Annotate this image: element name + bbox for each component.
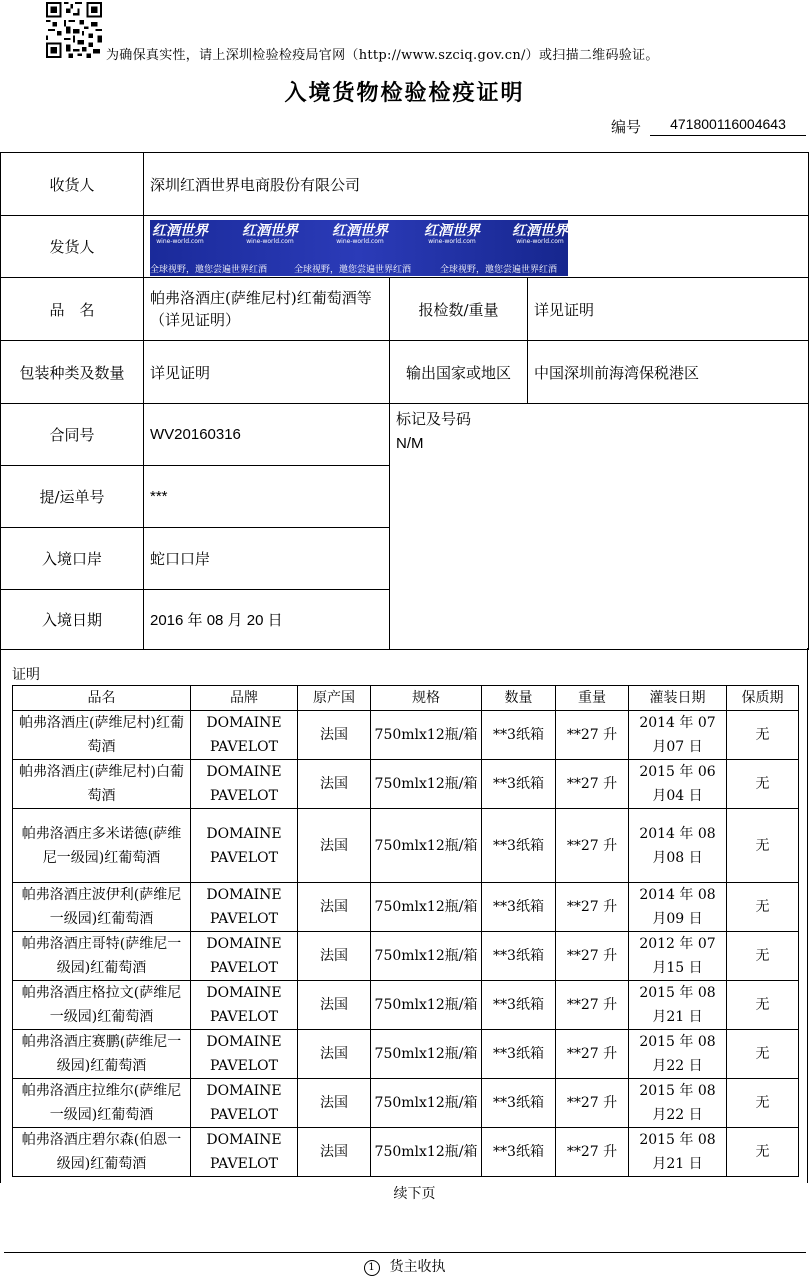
- item-quantity: **3纸箱: [482, 1079, 556, 1128]
- marks-label: 标记及号码: [396, 410, 472, 428]
- item-name: 帕弗洛酒庄赛鹏(萨维尼一级园)红葡萄酒: [13, 1030, 191, 1079]
- table-row: [13, 1079, 799, 1128]
- item-weight: **27 升: [556, 981, 629, 1030]
- item-name: 帕弗洛酒庄拉维尔(萨维尼一级园)红葡萄酒: [13, 1079, 191, 1128]
- item-origin: 法国: [298, 1030, 371, 1079]
- consignor-value: [144, 216, 809, 278]
- item-spec: 750mlx12瓶/箱: [371, 809, 482, 883]
- item-brand: DOMAINE PAVELOT: [191, 711, 298, 760]
- copy-number-badge: 1: [364, 1260, 380, 1276]
- item-fill-date: 2014 年 07 月07 日: [629, 711, 727, 760]
- item-origin: 法国: [298, 760, 371, 809]
- brand-logo: 红酒世界 wine-world.com: [242, 222, 298, 245]
- table-row: [13, 932, 799, 981]
- consignment-info-table: [0, 152, 809, 650]
- item-brand: DOMAINE PAVELOT: [191, 981, 298, 1030]
- item-origin: 法国: [298, 711, 371, 760]
- item-weight: **27 升: [556, 760, 629, 809]
- item-quantity: **3纸箱: [482, 1030, 556, 1079]
- quantity-label: 报检数/重量: [390, 278, 528, 341]
- item-origin: 法国: [298, 883, 371, 932]
- product-value: 帕弗洛酒庄(萨维尼村)红葡萄酒等（详见证明）: [144, 278, 390, 341]
- column-header: 品名: [13, 686, 191, 711]
- item-shelf-life: 无: [727, 1030, 799, 1079]
- item-quantity: **3纸箱: [482, 711, 556, 760]
- item-fill-date: 2015 年 08 月22 日: [629, 1030, 727, 1079]
- item-quantity: **3纸箱: [482, 760, 556, 809]
- table-row: [13, 809, 799, 883]
- item-origin: 法国: [298, 981, 371, 1030]
- column-header: 数量: [482, 686, 556, 711]
- item-brand: DOMAINE PAVELOT: [191, 760, 298, 809]
- brand-logo: 红酒世界 wine-world.com: [424, 222, 480, 245]
- border-right: [807, 648, 808, 1183]
- brand-logo: 红酒世界 wine-world.com: [152, 222, 208, 245]
- item-name: 帕弗洛酒庄格拉文(萨维尼一级园)红葡萄酒: [13, 981, 191, 1030]
- contract-row: [1, 404, 809, 466]
- quantity-value: 详见证明: [528, 278, 809, 341]
- item-weight: **27 升: [556, 932, 629, 981]
- marks-cell: [390, 404, 809, 650]
- item-brand: DOMAINE PAVELOT: [191, 1030, 298, 1079]
- consignee-value: 深圳红酒世界电商股份有限公司: [144, 153, 809, 216]
- item-name: 帕弗洛酒庄多米诺德(萨维尼一级园)红葡萄酒: [13, 809, 191, 883]
- item-spec: 750mlx12瓶/箱: [371, 883, 482, 932]
- item-shelf-life: 无: [727, 809, 799, 883]
- item-fill-date: 2015 年 08 月21 日: [629, 1128, 727, 1177]
- item-spec: 750mlx12瓶/箱: [371, 760, 482, 809]
- item-brand: DOMAINE PAVELOT: [191, 1128, 298, 1177]
- item-shelf-life: 无: [727, 760, 799, 809]
- item-fill-date: 2012 年 07 月15 日: [629, 932, 727, 981]
- bl-value: ***: [144, 466, 390, 528]
- item-quantity: **3纸箱: [482, 809, 556, 883]
- consignor-label: 发货人: [1, 216, 144, 278]
- item-weight: **27 升: [556, 809, 629, 883]
- table-row: [13, 1030, 799, 1079]
- footer-divider: [4, 1252, 806, 1253]
- package-row: [1, 341, 809, 404]
- table-row: [13, 1128, 799, 1177]
- number-label: 编号: [611, 118, 642, 136]
- package-label: 包装种类及数量: [1, 341, 144, 404]
- item-shelf-life: 无: [727, 981, 799, 1030]
- contract-value: WV20160316: [144, 404, 390, 466]
- border-left: [0, 648, 1, 1183]
- items-header-row: [13, 686, 799, 711]
- item-origin: 法国: [298, 1079, 371, 1128]
- certificate-label: 证明: [12, 667, 40, 683]
- item-brand: DOMAINE PAVELOT: [191, 1079, 298, 1128]
- item-brand: DOMAINE PAVELOT: [191, 883, 298, 932]
- table-row: [13, 981, 799, 1030]
- item-spec: 750mlx12瓶/箱: [371, 1079, 482, 1128]
- consignee-label: 收货人: [1, 153, 144, 216]
- item-fill-date: 2014 年 08 月08 日: [629, 809, 727, 883]
- package-value: 详见证明: [144, 341, 390, 404]
- item-name: 帕弗洛酒庄波伊利(萨维尼一级园)红葡萄酒: [13, 883, 191, 932]
- item-quantity: **3纸箱: [482, 981, 556, 1030]
- port-value: 蛇口口岸: [144, 528, 390, 590]
- column-header: 保质期: [727, 686, 799, 711]
- item-spec: 750mlx12瓶/箱: [371, 1030, 482, 1079]
- copy-label: 货主收执: [389, 1259, 446, 1275]
- item-spec: 750mlx12瓶/箱: [371, 981, 482, 1030]
- column-header: 灌装日期: [629, 686, 727, 711]
- item-name: 帕弗洛酒庄(萨维尼村)红葡萄酒: [13, 711, 191, 760]
- banner-slogan: 全球视野，邀您尝遍世界红酒: [294, 264, 412, 275]
- item-fill-date: 2014 年 08 月09 日: [629, 883, 727, 932]
- product-label: 品 名: [1, 278, 144, 341]
- origin-value: 中国深圳前海湾保税港区: [528, 341, 809, 404]
- item-shelf-life: 无: [727, 711, 799, 760]
- item-shelf-life: 无: [727, 932, 799, 981]
- qr-code: [46, 2, 102, 58]
- banner-slogan: 全球视野，邀您尝遍世界红酒: [440, 264, 558, 275]
- consignee-row: [1, 153, 809, 216]
- column-header: 原产国: [298, 686, 371, 711]
- item-fill-date: 2015 年 06 月04 日: [629, 760, 727, 809]
- bl-label: 提/运单号: [1, 466, 144, 528]
- banner-slogan: 全球视野，邀您尝遍世界红酒: [150, 264, 268, 275]
- column-header: 重量: [556, 686, 629, 711]
- product-row: [1, 278, 809, 341]
- marks-value: N/M: [396, 435, 424, 452]
- item-origin: 法国: [298, 932, 371, 981]
- item-fill-date: 2015 年 08 月22 日: [629, 1079, 727, 1128]
- item-fill-date: 2015 年 08 月21 日: [629, 981, 727, 1030]
- item-weight: **27 升: [556, 1128, 629, 1177]
- item-quantity: **3纸箱: [482, 1128, 556, 1177]
- item-weight: **27 升: [556, 1030, 629, 1079]
- consignor-banner-image: [150, 220, 568, 276]
- port-label: 入境口岸: [1, 528, 144, 590]
- item-shelf-life: 无: [727, 883, 799, 932]
- number-value: 471800116004643: [650, 116, 806, 136]
- item-quantity: **3纸箱: [482, 932, 556, 981]
- item-brand: DOMAINE PAVELOT: [191, 932, 298, 981]
- table-row: [13, 760, 799, 809]
- item-brand: DOMAINE PAVELOT: [191, 809, 298, 883]
- table-row: [13, 711, 799, 760]
- item-name: 帕弗洛酒庄碧尔森(伯恩一级园)红葡萄酒: [13, 1128, 191, 1177]
- origin-label: 输出国家或地区: [390, 341, 528, 404]
- item-name: 帕弗洛酒庄哥特(萨维尼一级园)红葡萄酒: [13, 932, 191, 981]
- date-label: 入境日期: [1, 590, 144, 650]
- document-title: 入境货物检验检疫证明: [284, 80, 525, 106]
- item-shelf-life: 无: [727, 1128, 799, 1177]
- item-spec: 750mlx12瓶/箱: [371, 711, 482, 760]
- column-header: 品牌: [191, 686, 298, 711]
- item-spec: 750mlx12瓶/箱: [371, 932, 482, 981]
- item-quantity: **3纸箱: [482, 883, 556, 932]
- item-origin: 法国: [298, 1128, 371, 1177]
- certificate-items-table: [12, 685, 799, 1177]
- item-weight: **27 升: [556, 711, 629, 760]
- footer-copy: [0, 1256, 809, 1276]
- item-weight: **27 升: [556, 1079, 629, 1128]
- column-header: 规格: [371, 686, 482, 711]
- consignor-row: [1, 216, 809, 278]
- brand-logo: 红酒世界 wine-world.com: [332, 222, 388, 245]
- item-weight: **27 升: [556, 883, 629, 932]
- date-value: 2016 年 08 月 20 日: [144, 590, 390, 650]
- verify-notice: 为确保真实性，请上深圳检验检疫局官网（http://www.szciq.gov.cn/）或扫描二维码验证。: [106, 48, 659, 63]
- brand-logo: 红酒世界 wine-world.com: [512, 222, 568, 245]
- item-origin: 法国: [298, 809, 371, 883]
- contract-label: 合同号: [1, 404, 144, 466]
- item-spec: 750mlx12瓶/箱: [371, 1128, 482, 1177]
- item-name: 帕弗洛酒庄(萨维尼村)白葡萄酒: [13, 760, 191, 809]
- table-row: [13, 883, 799, 932]
- item-shelf-life: 无: [727, 1079, 799, 1128]
- continued-note: 续下页: [393, 1186, 436, 1202]
